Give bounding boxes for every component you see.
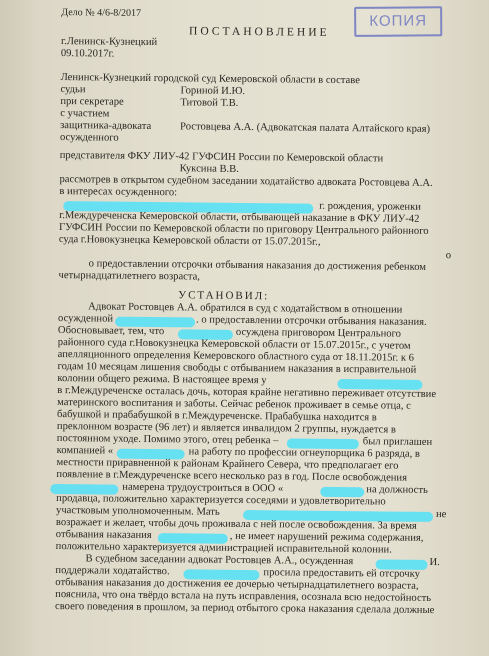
- text-line: колонии общего режима. В настоящее время у: [57, 373, 267, 387]
- text-line: отбывания наказания: [55, 529, 152, 542]
- text-line: В судебном заседании адвокат Ростовцев А.А., осужденная: [85, 553, 354, 568]
- text-line: четырнадцатилетнего возраста,: [58, 270, 201, 283]
- representative-name: Куксина В.В.: [179, 163, 239, 175]
- text-line: осуждена приговором Центрального: [235, 326, 402, 340]
- text-line: продавца, положительно характеризуется соседями и удовлетворительно: [56, 493, 386, 508]
- convict-label: осужденного: [59, 132, 119, 144]
- text-line: на должность: [366, 484, 428, 496]
- text-line: местности приравненной к районам Крайнего Севера, что предполагает его: [56, 457, 399, 472]
- case-number: Дело № 4/6-8/2017: [61, 7, 142, 19]
- text-line: поддержали ходатайство.: [55, 565, 170, 578]
- text-line: . о предоставлении отсрочки отбывания наказания.: [196, 314, 427, 328]
- text-line: в интересах осужденного:: [59, 186, 178, 199]
- text-line: в г.Междуреченске осталась дочь, которая крайне негативно переживает отсутствие: [57, 385, 437, 401]
- text-line: годам 10 месяцам лишения свободы с отбыванием наказания в исправительной: [57, 361, 417, 376]
- text-line: пояснила, что она твёрдо встала на путь исправления, осознала всю недостойность: [55, 589, 432, 604]
- text-line: о: [445, 250, 452, 262]
- text-line: ГУФСИН России по Кемеровской области по приговору Центрального районного: [58, 222, 429, 237]
- text-line: материнского воспитания и заботы. Сейчас ребенок проживает в семье отца, с: [57, 397, 411, 412]
- court-line: Ленинск-Кузнецкий городской суд Кемеровской области в составе: [60, 72, 360, 87]
- text-line: г.Междуреченска Кемеровской области, отбывающей наказание в ФКУ ЛИУ-42: [59, 210, 420, 225]
- participation-label: с участием: [60, 108, 110, 120]
- text-line: возражает и желает, чтобы дочь проживала с ней после освобождения. За время: [55, 517, 417, 532]
- document-title: ПОСТАНОВЛЕНИЕ: [189, 25, 330, 39]
- defender-name: Ростовцева А.А. (Адвокатская палата Алтайского края): [180, 121, 431, 135]
- text-line: Адвокат Ростовцев А.А. обратился в суд с ходатайством в отношении: [88, 301, 403, 316]
- defender-label: защитника-адвоката: [60, 120, 152, 133]
- text-line: появление в г.Междуреченске всего несколько раз в год. После освобождения: [56, 469, 408, 484]
- text-line: осужденной: [58, 313, 114, 325]
- date: 09.10.2017г.: [60, 48, 115, 60]
- text-line: рассмотрев в открытом судебном заседании ходатайство адвоката Ростовцева А.А.: [59, 174, 433, 189]
- text-line: не: [435, 509, 447, 521]
- text-line: постоянном уходе. Помимо этого, отец ребенка –: [56, 433, 279, 447]
- section-heading: УСТАНОВИЛ:: [178, 289, 270, 303]
- judge-label: судьи: [60, 84, 86, 96]
- text-line: , не имеет нарушений режима содержания,: [229, 530, 424, 544]
- representative-label: представителя ФКУ ЛИУ-42 ГУФСИН России по Кемеровской области: [59, 150, 384, 165]
- text-line: был приглашен: [362, 436, 433, 448]
- city: г.Ленинск-Кузнецкий: [60, 36, 158, 49]
- copy-stamp: КОПИЯ: [354, 6, 442, 37]
- text-line: районного суда г.Новокузнецка Кемеровской области от 15.07.2015г., с учетом: [57, 337, 411, 352]
- text-line: г. рождения, уроженки: [319, 200, 422, 213]
- text-line: отбывания наказания до достижения ее дочерью четырнадцатилетнего возраста,: [55, 577, 419, 592]
- text-line: положительно характеризуется администрацией исправительной колонии.: [55, 541, 392, 556]
- text-line: бабушкой и прабабушкой в г.Междуреченске. Прабабушка находится в: [57, 409, 377, 424]
- secretary-name: Титовой Т.В.: [180, 97, 239, 109]
- text-line: намерена трудоустроиться в ООО «: [122, 481, 284, 495]
- text-line: о предоставлении отсрочки отбывания наказания до достижения ребенком: [88, 258, 427, 273]
- secretary-label: при секретаре: [60, 96, 124, 108]
- text-line: Обосновывает, тем, что: [57, 325, 165, 338]
- text-line: своего поведения в прошлом, за период отбытого срока наказания сделала должные: [54, 601, 435, 617]
- text-line: участковым уполномоченным. Мать: [56, 505, 220, 518]
- text-line: И.: [429, 556, 440, 569]
- text-line: на работу по профессии огнеупорщика 6 разряда, в: [188, 446, 420, 460]
- text-line: апелляционного определения Кемеровского областного суда от 18.11.2015г. к 6: [57, 349, 415, 364]
- judge-name: Гориной И.Ю.: [180, 85, 246, 97]
- text-line: компанией «: [56, 445, 114, 457]
- text-line: преклонном возрасте (96 лет) и является инвалидом 2 группы, нуждается в: [56, 421, 396, 436]
- text-line: суда г.Новокузнецка Кемеровской области от 15.07.2015г.,: [58, 234, 321, 248]
- text-line: просила предоставить ей отсрочку: [263, 567, 421, 580]
